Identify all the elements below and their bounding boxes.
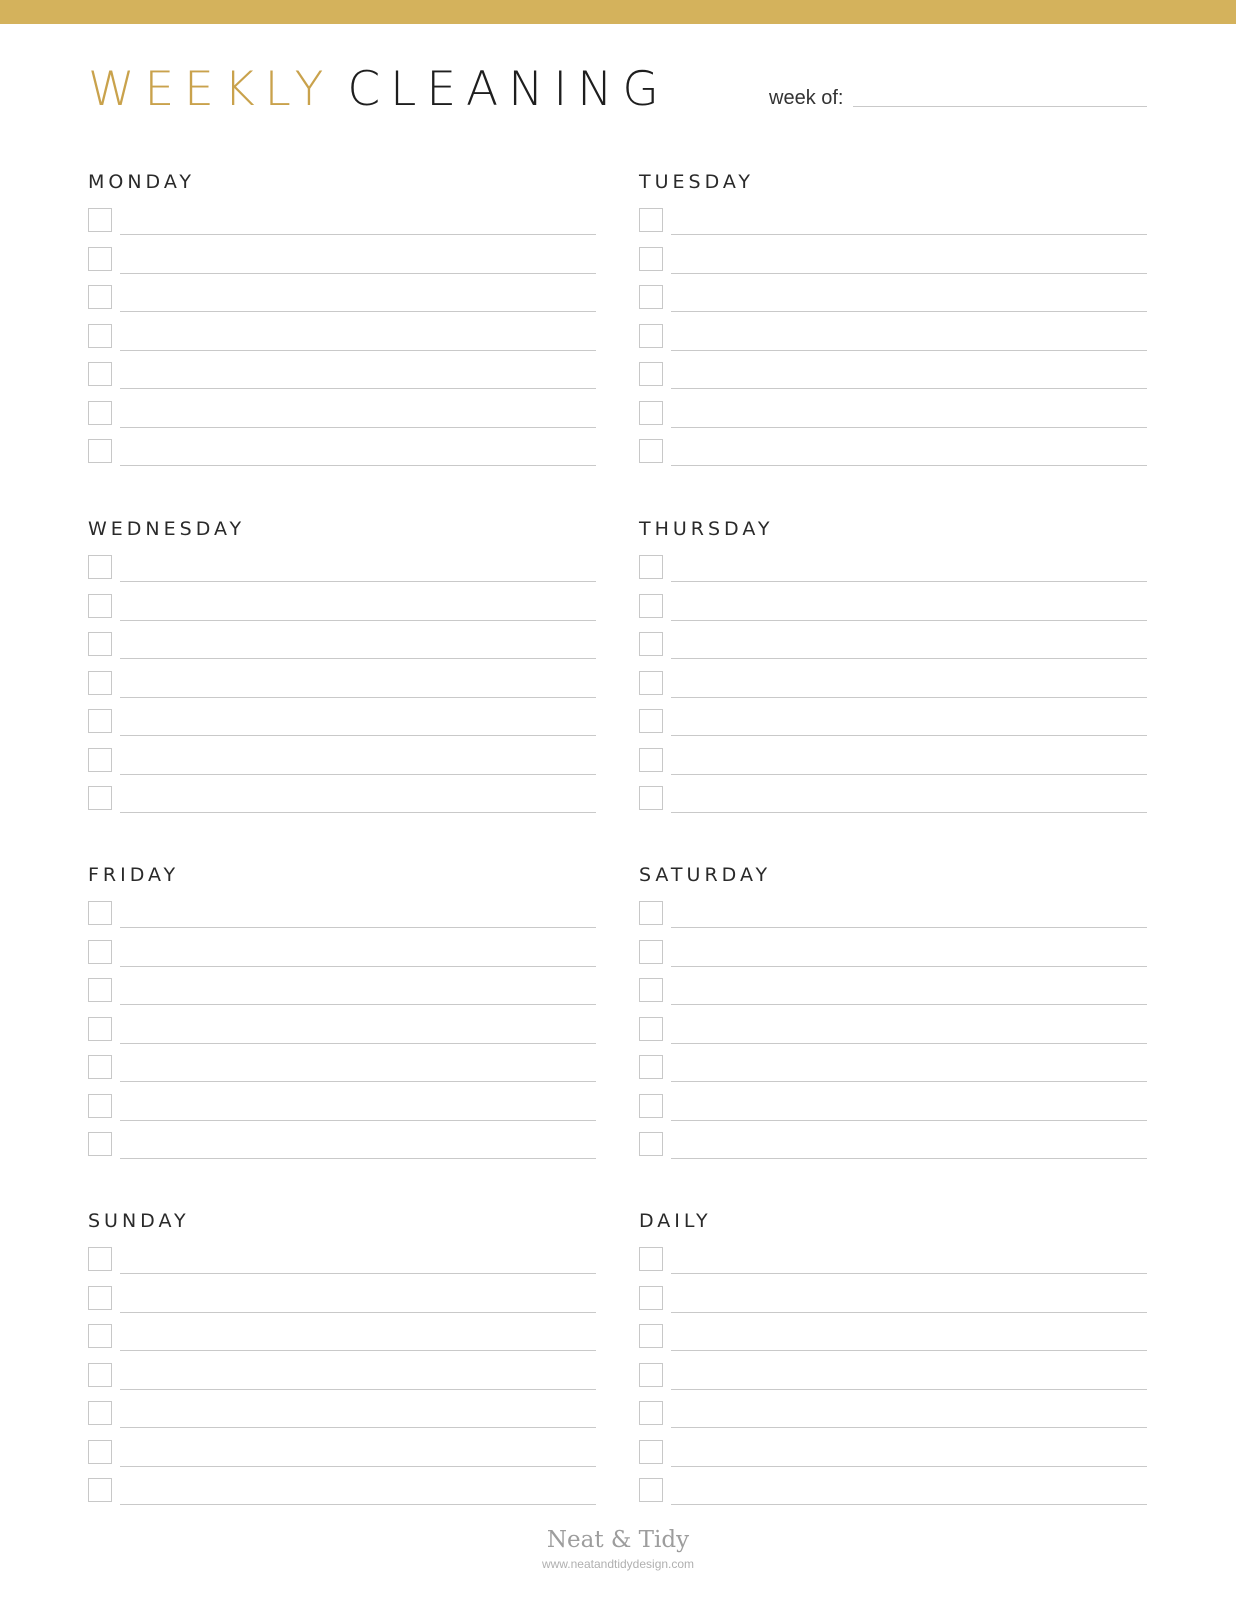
task-checkbox[interactable] [639,709,663,733]
task-checkbox[interactable] [639,594,663,618]
task-checkbox[interactable] [88,401,112,425]
task-checkbox[interactable] [639,1017,663,1041]
task-write-line[interactable] [120,234,596,235]
task-write-line[interactable] [120,1081,596,1082]
task-row [88,1401,596,1429]
section-title-friday: FRIDAY [88,864,180,886]
task-checkbox[interactable] [639,247,663,271]
task-write-line[interactable] [671,1427,1147,1428]
task-row [88,632,596,660]
task-row [88,1132,596,1160]
task-row [88,555,596,583]
task-checkbox[interactable] [88,247,112,271]
task-write-line[interactable] [120,1312,596,1313]
task-row [88,1017,596,1045]
task-checkbox[interactable] [639,1094,663,1118]
task-row [639,671,1147,699]
task-row [639,594,1147,622]
task-row [639,362,1147,390]
week-of-field[interactable] [769,86,1147,110]
task-checkbox[interactable] [639,978,663,1002]
task-write-line[interactable] [120,311,596,312]
task-checkbox[interactable] [639,1247,663,1271]
task-write-line[interactable] [120,1466,596,1467]
week-of-line[interactable] [853,106,1147,107]
task-write-line[interactable] [671,1350,1147,1351]
task-write-line[interactable] [120,658,596,659]
section-monday [88,170,596,478]
task-write-line[interactable] [671,465,1147,466]
task-row [639,401,1147,429]
task-row [639,786,1147,814]
task-row [88,1324,596,1352]
task-row [639,247,1147,275]
page-title-accent: WEEKLY [88,62,334,117]
task-checkbox[interactable] [88,671,112,695]
task-checkbox[interactable] [88,748,112,772]
section-title-saturday: SATURDAY [639,864,772,886]
task-checkbox[interactable] [639,632,663,656]
task-checkbox[interactable] [88,1094,112,1118]
task-write-line[interactable] [120,697,596,698]
task-checkbox[interactable] [639,671,663,695]
task-write-line[interactable] [120,427,596,428]
task-write-line[interactable] [671,388,1147,389]
task-checkbox[interactable] [88,1286,112,1310]
task-write-line[interactable] [671,1004,1147,1005]
task-row [639,285,1147,313]
task-row [88,439,596,467]
task-checkbox[interactable] [639,401,663,425]
task-write-line[interactable] [120,812,596,813]
task-write-line[interactable] [120,1004,596,1005]
task-row [88,362,596,390]
task-row [88,1055,596,1083]
task-write-line[interactable] [671,1158,1147,1159]
task-row [639,632,1147,660]
task-row [639,1440,1147,1468]
task-checkbox[interactable] [88,1363,112,1387]
task-checkbox[interactable] [88,439,112,463]
task-row [639,208,1147,236]
task-row [639,1363,1147,1391]
task-row [88,401,596,429]
task-write-line[interactable] [120,1427,596,1428]
section-wednesday [88,517,596,825]
task-row [88,1247,596,1275]
section-sunday [88,1209,596,1517]
task-row [639,1055,1147,1083]
task-checkbox[interactable] [88,1401,112,1425]
footer-url: www.neatandtidydesign.com [541,1557,695,1571]
task-row [88,1094,596,1122]
task-row [639,1478,1147,1506]
task-write-line[interactable] [671,735,1147,736]
task-write-line[interactable] [671,620,1147,621]
task-write-line[interactable] [120,1504,596,1505]
task-checkbox[interactable] [88,901,112,925]
task-write-line[interactable] [120,1043,596,1044]
task-row [639,1401,1147,1429]
task-write-line[interactable] [120,1273,596,1274]
section-thursday [639,517,1147,825]
task-checkbox[interactable] [88,978,112,1002]
task-write-line[interactable] [671,234,1147,235]
task-row [88,671,596,699]
task-write-line[interactable] [120,966,596,967]
task-row [639,1132,1147,1160]
task-checkbox[interactable] [88,632,112,656]
task-checkbox[interactable] [88,594,112,618]
task-row [639,1247,1147,1275]
section-saturday [639,863,1147,1171]
task-checkbox[interactable] [639,748,663,772]
task-write-line[interactable] [671,1081,1147,1082]
task-checkbox[interactable] [88,1478,112,1502]
task-checkbox[interactable] [639,786,663,810]
task-checkbox[interactable] [639,208,663,232]
task-row [88,594,596,622]
task-checkbox[interactable] [639,1286,663,1310]
task-row [88,901,596,929]
task-write-line[interactable] [120,1120,596,1121]
page-title [88,60,669,120]
task-row [88,1286,596,1314]
task-write-line[interactable] [120,1158,596,1159]
task-write-line[interactable] [671,350,1147,351]
task-write-line[interactable] [671,966,1147,967]
task-write-line[interactable] [671,1273,1147,1274]
task-write-line[interactable] [120,350,596,351]
section-title-tuesday: TUESDAY [639,171,755,193]
page-title-main: CLEANING [347,62,669,117]
task-checkbox[interactable] [639,1132,663,1156]
task-checkbox[interactable] [639,1401,663,1425]
task-row [639,555,1147,583]
task-write-line[interactable] [671,427,1147,428]
task-checkbox[interactable] [88,208,112,232]
task-checkbox[interactable] [639,940,663,964]
section-title-monday: MONDAY [88,171,195,193]
task-row [639,748,1147,776]
task-write-line[interactable] [671,927,1147,928]
task-checkbox[interactable] [639,1440,663,1464]
task-write-line[interactable] [671,1389,1147,1390]
task-row [88,709,596,737]
top-accent-band [0,0,1236,24]
task-checkbox[interactable] [639,555,663,579]
task-checkbox[interactable] [639,1363,663,1387]
task-row [88,1440,596,1468]
task-row [639,439,1147,467]
task-checkbox[interactable] [88,362,112,386]
task-row [88,285,596,313]
task-write-line[interactable] [671,1466,1147,1467]
task-checkbox[interactable] [639,285,663,309]
task-checkbox[interactable] [88,285,112,309]
task-write-line[interactable] [671,311,1147,312]
task-checkbox[interactable] [639,1324,663,1348]
task-row [639,1286,1147,1314]
task-row [88,940,596,968]
task-row [639,901,1147,929]
task-row [88,1363,596,1391]
task-checkbox[interactable] [639,901,663,925]
task-row [88,208,596,236]
task-checkbox[interactable] [639,439,663,463]
task-write-line[interactable] [671,273,1147,274]
task-checkbox[interactable] [88,1440,112,1464]
task-write-line[interactable] [120,735,596,736]
task-write-line[interactable] [671,812,1147,813]
section-title-thursday: THURSDAY [639,518,774,540]
task-write-line[interactable] [671,697,1147,698]
task-checkbox[interactable] [88,1324,112,1348]
section-tuesday [639,170,1147,478]
section-title-wednesday: WEDNESDAY [88,518,246,540]
task-write-line[interactable] [671,1504,1147,1505]
task-checkbox[interactable] [88,555,112,579]
footer-brand-logo: Neat & Tidy [546,1527,690,1553]
task-checkbox[interactable] [88,940,112,964]
task-row [639,978,1147,1006]
task-row [88,1478,596,1506]
task-row [88,324,596,352]
task-write-line[interactable] [120,774,596,775]
task-write-line[interactable] [671,1043,1147,1044]
task-write-line[interactable] [120,1350,596,1351]
task-write-line[interactable] [671,658,1147,659]
task-row [639,1017,1147,1045]
task-write-line[interactable] [120,388,596,389]
task-checkbox[interactable] [88,1017,112,1041]
task-write-line[interactable] [120,620,596,621]
task-row [639,940,1147,968]
section-daily [639,1209,1147,1517]
task-write-line[interactable] [671,1120,1147,1121]
task-write-line[interactable] [671,581,1147,582]
task-row [639,1094,1147,1122]
week-of-label: week of: [769,87,844,109]
task-checkbox[interactable] [88,1247,112,1271]
task-checkbox[interactable] [639,1055,663,1079]
task-write-line[interactable] [120,927,596,928]
task-row [88,978,596,1006]
section-title-sunday: SUNDAY [88,1210,190,1232]
task-write-line[interactable] [120,1389,596,1390]
task-checkbox[interactable] [639,324,663,348]
task-write-line[interactable] [120,465,596,466]
task-checkbox[interactable] [639,362,663,386]
task-write-line[interactable] [120,581,596,582]
task-write-line[interactable] [671,1312,1147,1313]
task-checkbox[interactable] [88,1055,112,1079]
task-row [639,324,1147,352]
task-checkbox[interactable] [88,786,112,810]
task-write-line[interactable] [120,273,596,274]
task-checkbox[interactable] [88,324,112,348]
task-row [639,1324,1147,1352]
task-checkbox[interactable] [639,1478,663,1502]
task-row [88,748,596,776]
section-title-daily: DAILY [639,1210,712,1232]
task-row [639,709,1147,737]
task-checkbox[interactable] [88,709,112,733]
section-friday [88,863,596,1171]
task-checkbox[interactable] [88,1132,112,1156]
task-write-line[interactable] [671,774,1147,775]
task-row [88,786,596,814]
task-row [88,247,596,275]
